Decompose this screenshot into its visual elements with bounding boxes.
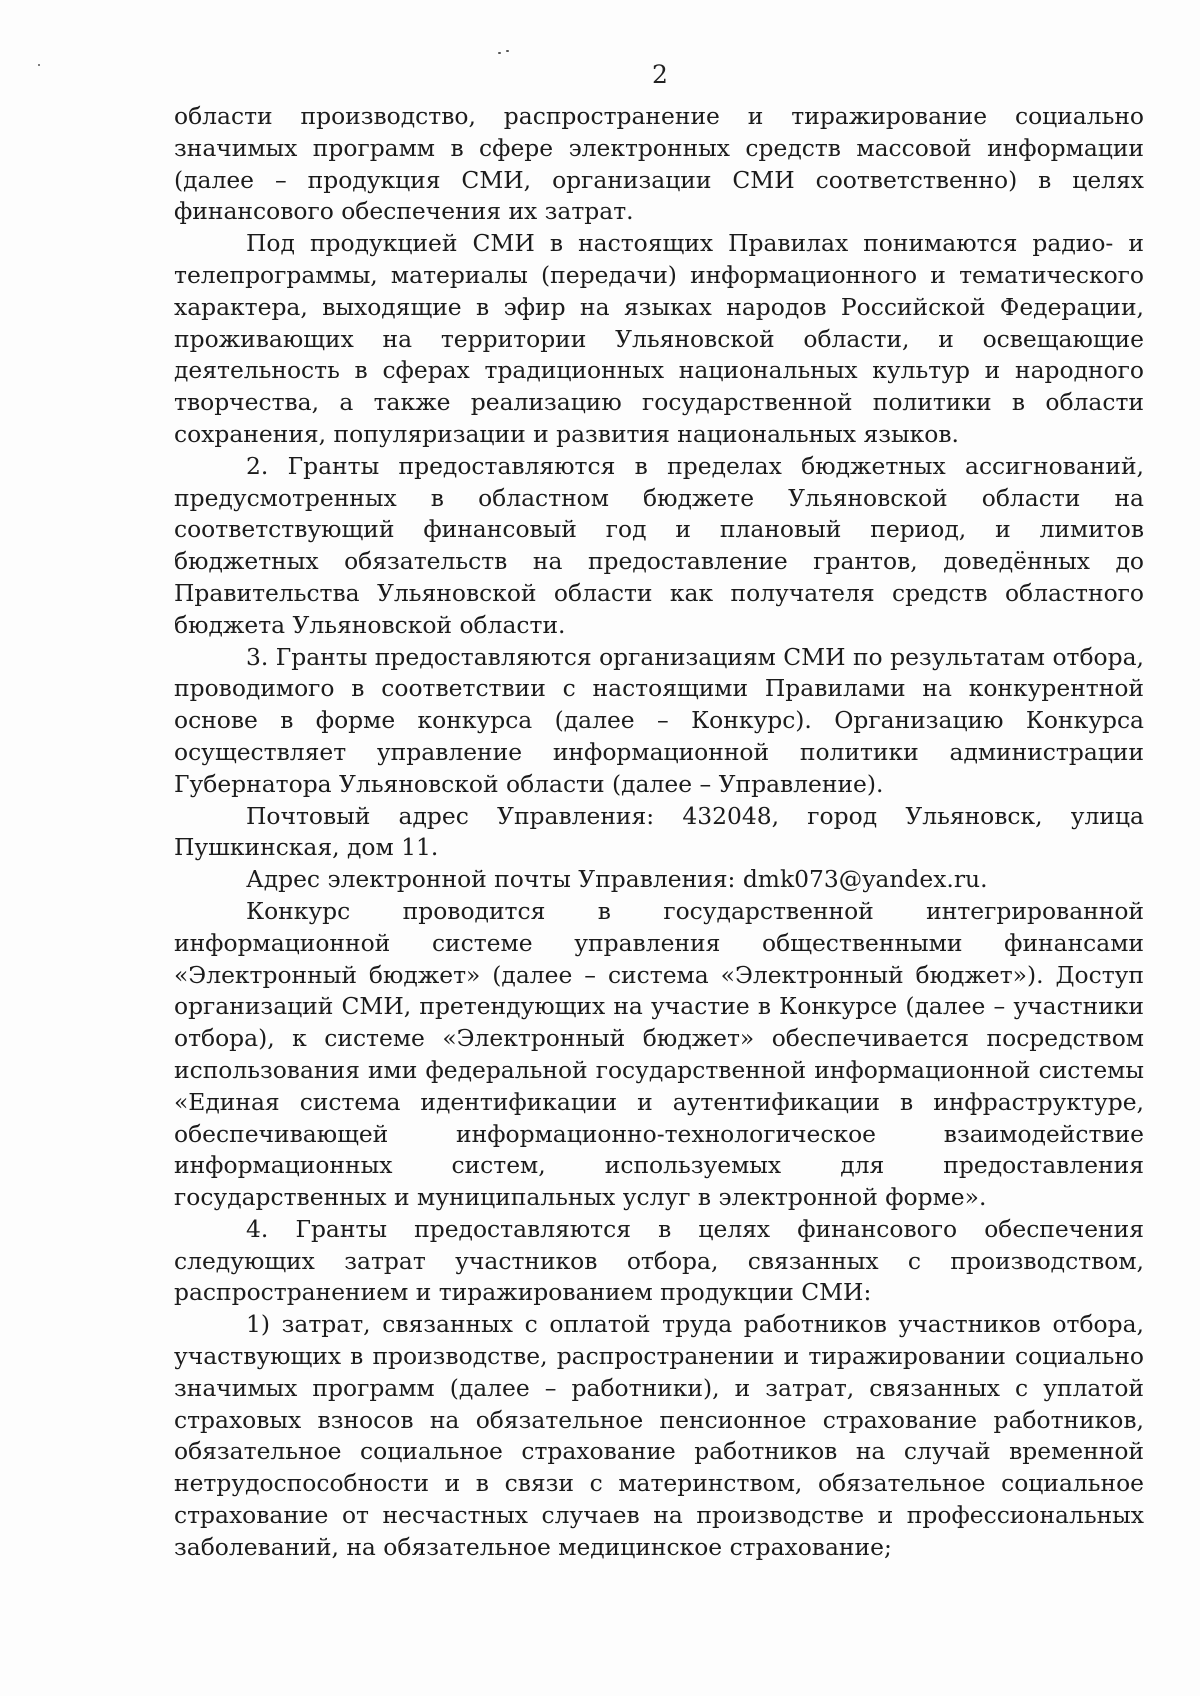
paragraph-clause-3: 3. Гранты предоставляются организациям СМИ по результатам отбора, проводимого в соответствии с настоящими Правилами на конкурентной основе в форме конкурса (далее – Конкурс). Организацию Конкурса осуществляет управление информационной политики администрации Губернатора Ульяновской области (далее – Управление). bbox=[174, 642, 1144, 798]
paragraph-clause-2: 2. Гранты предоставляются в пределах бюджетных ассигнований, предусмотренных в областном бюджете Ульяновской области на соответствующий финансовый год и плановый период, и лимитов бюджетных обязательств на предоставление грантов, доведённых до Правительства Ульяновской области как получателя средств областного бюджета Ульяновской области. bbox=[174, 451, 1144, 639]
scan-speck bbox=[498, 52, 501, 54]
paragraph-email-address: Адрес электронной почты Управления: dmk073@yandex.ru. bbox=[246, 865, 988, 894]
paragraph-clause-4: 4. Гранты предоставляются в целях финансового обеспечения следующих затрат участников отбора, связанных с производством, распространением и тиражированием продукции СМИ: bbox=[174, 1214, 1144, 1307]
paragraph-electronic-budget: Конкурс проводится в государственной интегрированной информационной системе управления общественными финансами «Электронный бюджет» (далее – система «Электронный бюджет»). Доступ организаций СМИ, претендующих на участие в Конкурсе (далее – участники отбора), к системе «Электронный бюджет» обеспечивается посредством использования ими федеральной государственной информационной системы «Единая система идентификации и аутентификации в инфраструктуре, обеспечивающей информационно-технологическое взаимодействие информационных систем, используемых для предоставления государственных и муниципальных услуг в электронной форме». bbox=[174, 896, 1144, 1212]
document-body bbox=[174, 101, 1144, 1564]
paragraph-postal-address: Почтовый адрес Управления: 432048, город Ульяновск, улица Пушкинская, дом 11. bbox=[174, 801, 1144, 862]
page-number: 2 bbox=[652, 60, 668, 89]
scan-speck bbox=[506, 50, 509, 52]
paragraph-intro-continuation: области производство, распространение и тиражирование социально значимых программ в сфере электронных средств массовой информации (далее – продукция СМИ, организации СМИ соответственно) в целях финансового обеспечения их затрат. bbox=[174, 102, 1144, 226]
paragraph-clause-4-item-1: 1) затрат, связанных с оплатой труда работников участников отбора, участвующих в производстве, распространении и тиражировании социально значимых программ (далее – работники), и затрат, связанных с уплатой страховых взносов на обязательное пенсионное страхование работников, обязательное социальное страхование работников на случай временной нетрудоспособности и в связи с материнством, обязательное социальное страхование от несчастных случаев на производстве и профессиональных заболеваний, на обязательное медицинское страхование; bbox=[174, 1310, 1144, 1561]
paragraph-smi-products-definition: Под продукцией СМИ в настоящих Правилах понимаются радио- и телепрограммы, материалы (передачи) информационного и тематического характера, выходящие в эфир на языках народов Российской Федерации, проживающих на территории Ульяновской области, и освещающие деятельность в сферах традиционных национальных культур и народного творчества, а также реализацию государственной политики в области сохранения, популяризации и развития национальных языков. bbox=[174, 229, 1144, 448]
